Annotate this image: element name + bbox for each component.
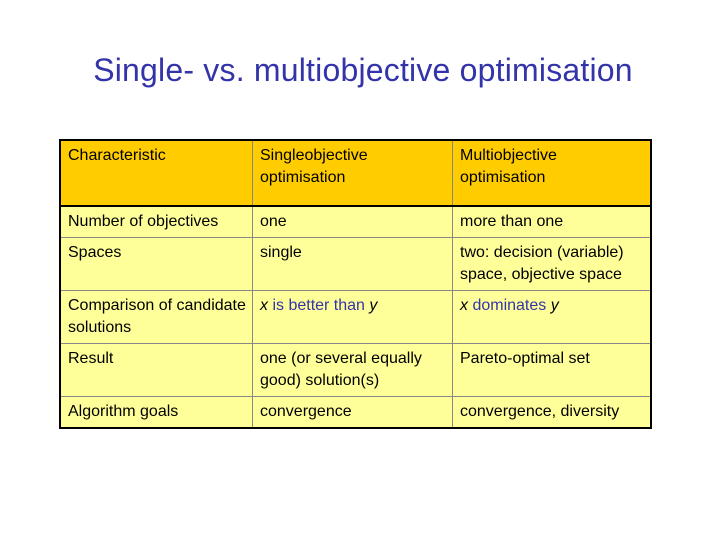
variable-y: y: [369, 297, 378, 314]
table-row: [60, 397, 651, 429]
relation-text: is better than: [268, 297, 370, 314]
row-label-cell: Comparison of candidate solutions: [60, 291, 253, 344]
row-label-cell: Spaces: [60, 238, 253, 291]
single-value-cell: one (or several equally good) solution(s): [253, 344, 453, 397]
header-cell-multiobjective: Multiobjective optimisation: [453, 140, 652, 206]
slide-title: Single- vs. multiobjective optimisation: [93, 52, 633, 88]
multi-value-cell: [453, 291, 652, 344]
table-header-row: [60, 140, 651, 206]
header-cell-singleobjective: Singleobjective optimisation: [253, 140, 453, 206]
variable-y: y: [550, 297, 559, 314]
multi-value-cell: Pareto-optimal set: [453, 344, 652, 397]
variable-x: x: [260, 297, 268, 314]
single-value-cell: [253, 291, 453, 344]
table-row: [60, 238, 651, 291]
header-cell-characteristic: Characteristic: [60, 140, 253, 206]
single-value-cell: single: [253, 238, 453, 291]
row-label-cell: Algorithm goals: [60, 397, 253, 429]
row-label-cell: Result: [60, 344, 253, 397]
table-row: [60, 291, 651, 344]
table-row: [60, 344, 651, 397]
multi-value-cell: two: decision (variable) space, objective space: [453, 238, 652, 291]
variable-x: x: [460, 297, 468, 314]
multi-value-cell: convergence, diversity: [453, 397, 652, 429]
single-value-cell: convergence: [253, 397, 453, 429]
table-row: [60, 206, 651, 238]
single-value-cell: one: [253, 206, 453, 238]
multi-value-cell: more than one: [453, 206, 652, 238]
comparison-table: [59, 139, 652, 429]
row-label-cell: Number of objectives: [60, 206, 253, 238]
relation-text: dominates: [468, 297, 551, 314]
